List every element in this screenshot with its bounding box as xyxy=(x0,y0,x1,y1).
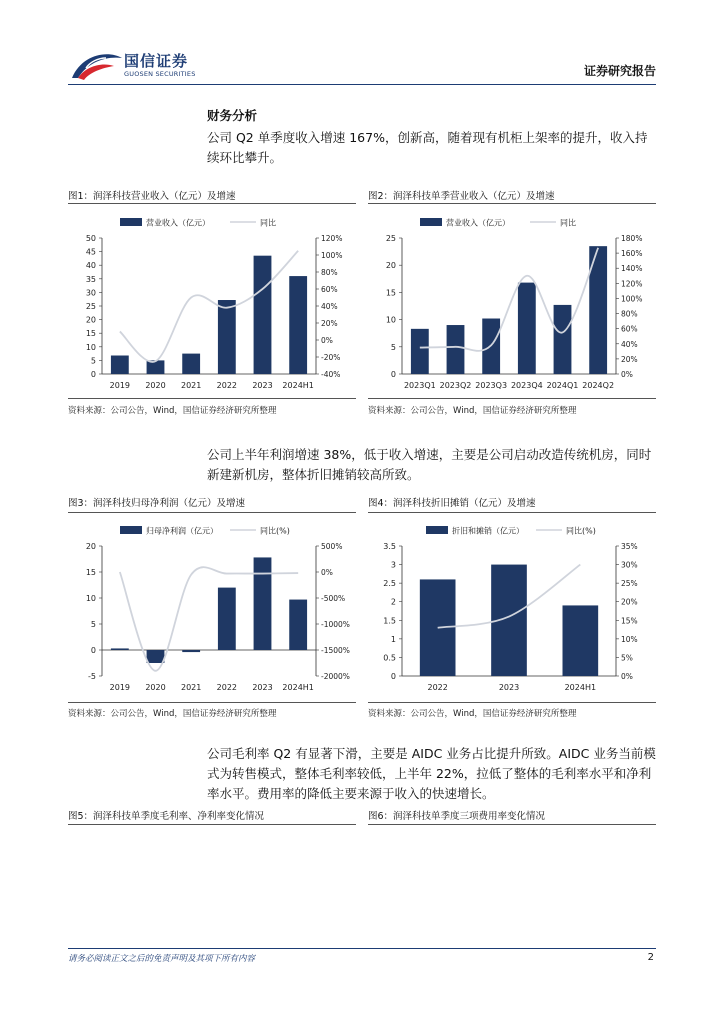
fig5-title-rule xyxy=(68,824,356,825)
paragraph-1: 公司 Q2 单季度收入增速 167%，创新高，随着现有机柜上架率的提升，收入持续环比攀升。 xyxy=(207,130,648,165)
fig3-title: 图3：润泽科技归母净利润（亿元）及增速 xyxy=(68,498,246,509)
y-tick-label: 10 xyxy=(85,594,96,603)
y-tick-label: 5 xyxy=(90,620,96,629)
y-tick-label: 2 xyxy=(390,597,396,607)
growth-line xyxy=(120,567,298,671)
y2-tick-label: -40% xyxy=(321,370,341,379)
y2-tick-label: 0% xyxy=(321,568,333,577)
x-tick-label: 2023Q2 xyxy=(439,381,472,390)
paragraph-2: 公司上半年利润增速 38%，低于收入增速，主要是公司启动改造传统机房，同时新建新机房，整体折旧摊销较高所致。 xyxy=(207,447,652,482)
x-tick-label: 2024H1 xyxy=(282,381,314,390)
bar xyxy=(147,360,165,374)
y2-tick-label: 180% xyxy=(621,234,643,243)
y2-tick-label: 80% xyxy=(321,268,338,277)
y2-tick-label: -2000% xyxy=(321,672,350,681)
y-tick-label: 25 xyxy=(385,234,396,243)
bar xyxy=(518,283,536,374)
x-tick-label: 2023Q1 xyxy=(403,381,436,390)
brand-name-en: GUOSEN SECURITIES xyxy=(124,70,196,78)
bar xyxy=(182,354,200,374)
x-tick-label: 2021 xyxy=(180,683,202,692)
x-tick-label: 2022 xyxy=(216,381,238,390)
y-tick-label: 15 xyxy=(85,568,96,577)
x-tick-label: 2023 xyxy=(252,683,273,692)
x-tick-label: 2020 xyxy=(145,381,166,390)
x-tick-label: 2019 xyxy=(109,381,131,390)
y2-tick-label: 500% xyxy=(321,542,343,551)
fig3-title-rule xyxy=(68,512,356,513)
fig3-source-rule xyxy=(68,702,356,703)
bar xyxy=(289,276,307,374)
y2-tick-label: 20% xyxy=(621,354,638,364)
x-tick-label: 2022 xyxy=(216,683,238,692)
x-tick-label: 2020 xyxy=(145,683,166,692)
y2-tick-label: 30% xyxy=(621,560,638,570)
y-tick-label: 45 xyxy=(85,247,96,257)
y-tick-label: 1.5 xyxy=(383,616,396,626)
legend-bar-swatch xyxy=(120,526,142,534)
y2-tick-label: 25% xyxy=(621,579,638,589)
y-tick-label: 0 xyxy=(390,672,396,681)
y2-tick-label: 100% xyxy=(321,251,343,260)
x-tick-label: 2023Q3 xyxy=(475,381,508,390)
y-tick-label: 40 xyxy=(85,261,96,271)
y-tick-label: 5 xyxy=(390,342,396,352)
y-tick-label: 50 xyxy=(85,234,96,243)
y-tick-label: 0.5 xyxy=(383,653,396,663)
y-tick-label: 5 xyxy=(90,356,96,366)
y-tick-label: 2.5 xyxy=(383,579,396,589)
y-tick-label: 0 xyxy=(90,370,96,379)
y2-tick-label: -1000% xyxy=(321,620,350,629)
fig1-chart xyxy=(68,210,356,396)
y-tick-label: 15 xyxy=(385,288,396,298)
y2-tick-label: -500% xyxy=(321,594,346,603)
fig4-title-rule xyxy=(368,512,656,513)
fig3-source: 资料来源：公司公告，Wind，国信证券经济研究所整理 xyxy=(68,709,277,719)
x-tick-label: 2023Q4 xyxy=(510,381,543,390)
y-tick-label: 20 xyxy=(85,542,96,551)
x-tick-label: 2021 xyxy=(180,381,202,390)
y2-tick-label: 80% xyxy=(621,309,638,319)
report-type: 证券研究报告 xyxy=(583,64,656,78)
legend-bar-label: 营业收入（亿元） xyxy=(146,218,210,228)
fig2-title: 图2：润泽科技单季营业收入（亿元）及增速 xyxy=(368,191,555,202)
y2-tick-label: -1500% xyxy=(321,646,350,655)
bar xyxy=(289,600,307,650)
y-tick-label: 20 xyxy=(85,315,96,325)
y2-tick-label: 0% xyxy=(321,336,333,345)
y2-tick-label: 120% xyxy=(321,234,343,243)
y2-tick-label: 100% xyxy=(621,294,643,304)
y2-tick-label: 5% xyxy=(621,653,633,663)
y2-tick-label: 20% xyxy=(321,319,338,328)
disclaimer-note: 请务必阅读正文之后的免责声明及其项下所有内容 xyxy=(68,954,256,964)
legend-line-label: 同比(%) xyxy=(260,526,290,536)
y2-tick-label: 0% xyxy=(621,370,633,379)
fig1-source-rule xyxy=(68,398,356,399)
legend-bar-swatch xyxy=(426,526,448,534)
y-tick-label: 20 xyxy=(385,261,396,271)
y-tick-label: 35 xyxy=(85,274,96,284)
bar xyxy=(147,650,165,663)
legend-bar-swatch xyxy=(420,218,442,226)
header-divider xyxy=(68,84,656,85)
legend-line-label: 同比 xyxy=(260,218,276,228)
fig2-title-rule xyxy=(368,203,656,204)
y-tick-label: 25 xyxy=(85,302,96,311)
bar xyxy=(218,588,236,650)
fig1-title: 图1：润泽科技营业收入（亿元）及增速 xyxy=(68,191,236,202)
y-tick-label: 3.5 xyxy=(383,542,396,551)
section-title: 财务分析 xyxy=(207,108,258,123)
y2-tick-label: 40% xyxy=(321,302,338,311)
bar xyxy=(411,329,429,374)
y-tick-label: 0 xyxy=(90,646,96,655)
x-tick-label: 2022 xyxy=(427,683,448,692)
y-tick-label: 1 xyxy=(390,634,396,644)
bar xyxy=(111,356,129,374)
bar xyxy=(254,256,272,374)
x-tick-label: 2024H1 xyxy=(282,683,314,692)
fig4-chart xyxy=(368,518,656,698)
y2-tick-label: 60% xyxy=(621,324,638,334)
legend-line-label: 同比(%) xyxy=(566,526,596,536)
x-tick-label: 2023 xyxy=(498,683,520,692)
page-number: 2 xyxy=(647,952,654,963)
x-tick-label: 2024H1 xyxy=(564,683,597,692)
legend-bar-label: 营业收入（亿元） xyxy=(446,218,510,228)
bar xyxy=(111,648,129,650)
bar xyxy=(218,300,236,374)
y2-tick-label: 35% xyxy=(621,542,638,551)
x-tick-label: 2019 xyxy=(109,683,131,692)
y2-tick-label: 10% xyxy=(621,634,638,644)
fig6-title: 图6：润泽科技单季度三项费用率变化情况 xyxy=(368,811,546,822)
y-tick-label: -5 xyxy=(88,672,96,681)
y-tick-label: 10 xyxy=(385,315,396,325)
y-tick-label: 10 xyxy=(85,342,96,352)
fig1-title-rule xyxy=(68,203,356,204)
x-tick-label: 2024Q2 xyxy=(582,381,615,390)
x-tick-label: 2024Q1 xyxy=(546,381,579,390)
y2-tick-label: 120% xyxy=(621,279,643,289)
y2-tick-label: 20% xyxy=(621,597,638,607)
paragraph-3: 公司毛利率 Q2 有显著下滑，主要是 AIDC 业务占比提升所致。AIDC 业务当前模式为转售模式，整体毛利率较低，上半年 22%，拉低了整体的毛利率水平和净利率水平。费用率的降低主要来源于收入的快速增长。 xyxy=(207,746,656,801)
y2-tick-label: 40% xyxy=(621,339,638,349)
legend-bar-label: 归母净利润（亿元） xyxy=(146,526,218,536)
legend-line-label: 同比 xyxy=(560,218,576,228)
y-tick-label: 30 xyxy=(85,288,96,298)
fig1-source: 资料来源：公司公告，Wind，国信证券经济研究所整理 xyxy=(68,406,277,416)
x-tick-label: 2023 xyxy=(252,381,273,390)
guosen-logo-icon xyxy=(68,48,124,82)
y2-tick-label: 160% xyxy=(621,249,643,259)
y2-tick-label: 140% xyxy=(621,264,643,274)
y-tick-label: 15 xyxy=(85,329,96,339)
y2-tick-label: 15% xyxy=(621,616,638,626)
bar xyxy=(447,325,465,374)
fig5-title: 图5：润泽科技单季度毛利率、净利率变化情况 xyxy=(68,811,265,822)
legend-bar-swatch xyxy=(120,218,142,226)
y2-tick-label: -20% xyxy=(321,353,341,362)
fig2-chart xyxy=(368,210,656,396)
bar xyxy=(254,557,272,650)
fig4-title: 图4：润泽科技折旧摊销（亿元）及增速 xyxy=(368,498,536,509)
fig2-source-rule xyxy=(368,398,656,399)
y2-tick-label: 0% xyxy=(621,672,633,681)
fig2-source: 资料来源：公司公告，Wind，国信证券经济研究所整理 xyxy=(368,406,577,416)
fig3-chart xyxy=(68,518,356,698)
brand-name: 国信证券 xyxy=(124,52,189,70)
bar xyxy=(182,650,200,652)
y2-tick-label: 60% xyxy=(321,285,338,294)
y-tick-label: 3 xyxy=(390,560,396,570)
y-tick-label: 0 xyxy=(390,370,396,379)
bar xyxy=(554,305,572,374)
bar xyxy=(563,605,599,676)
fig4-source-rule xyxy=(368,702,656,703)
legend-bar-label: 折旧和摊销（亿元） xyxy=(452,526,524,536)
fig6-title-rule xyxy=(368,824,656,825)
growth-line xyxy=(120,251,298,362)
fig4-source: 资料来源：公司公告，Wind，国信证券经济研究所整理 xyxy=(368,709,577,719)
footer-divider xyxy=(68,948,656,949)
